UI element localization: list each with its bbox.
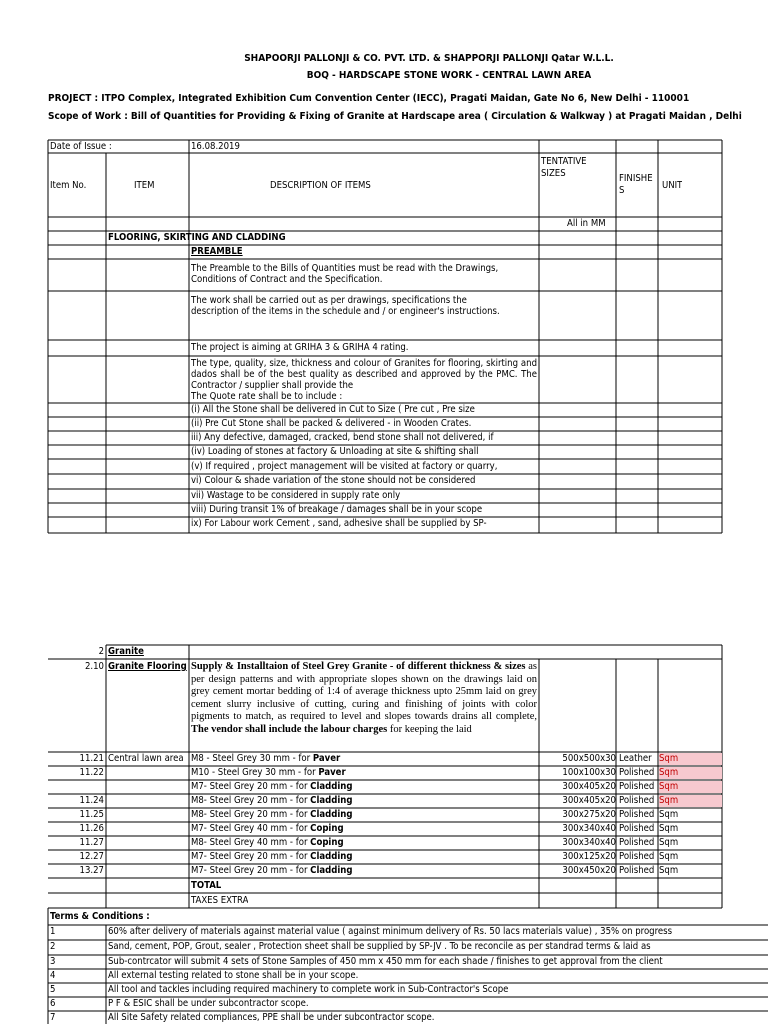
quote-rule: (i) All the Stone shall be delivered in Cut to Size ( Pre cut , Pre size	[191, 404, 475, 415]
date-label: Date of Issue :	[50, 141, 112, 152]
col-finishes: FINISHE S	[619, 173, 653, 196]
row-unit: Sqm	[659, 767, 722, 779]
quote-heading: The Quote rate shall be to include :	[191, 391, 537, 402]
row-description	[191, 753, 537, 764]
preamble-para-2: The work shall be carried out as per drawings, specifications the description of the items in the schedule and / or engineer's instructions.	[191, 295, 500, 317]
row-item-area: Central lawn area	[108, 753, 184, 764]
total-label: TOTAL	[191, 880, 222, 891]
description-bold-2: The vendor shall include the labour charges	[191, 723, 388, 735]
date-value: 16.08.2019	[191, 141, 240, 152]
row-finish: Polished	[619, 865, 655, 876]
quote-rule: vi) Colour & shade variation of the stone should not be considered	[191, 475, 476, 486]
row-description	[191, 837, 537, 848]
row-item-number: 11.24	[79, 795, 104, 806]
row-size: 300x405x20	[562, 795, 616, 806]
taxes-label: TAXES EXTRA	[191, 895, 249, 906]
term-text: P F & ESIC shall be under subcontractor scope.	[108, 998, 309, 1009]
quote-rule: iii) Any defective, damaged, cracked, bend stone shall not delivered, if	[191, 432, 494, 443]
description-bold: Supply & Installtaion of Steel Grey Granite - of different thickness & sizes	[191, 661, 526, 672]
row-item-number: 11.25	[79, 809, 104, 820]
row-item-number: 11.22	[79, 767, 104, 778]
terms-title: Terms & Conditions :	[50, 911, 150, 922]
row-description-use: Cladding	[310, 809, 353, 820]
row-size: 300x405x20	[562, 781, 616, 792]
preamble-para-4: The type, quality, size, thickness and colour of Granites for flooring, skirting and dados shall be of the best quality as described and approved by the PMC. The Contractor / supplier shall provide the	[191, 358, 537, 391]
row-size: 300x340x40	[562, 837, 616, 848]
row-unit: Sqm	[659, 865, 679, 876]
quote-rule: (v) If required , project management will be visited at factory or quarry,	[191, 461, 498, 472]
row-description-text: M8- Steel Grey 20 mm - for	[191, 809, 311, 820]
term-text: All tool and tackles including required machinery to complete work in Sub-Contractor's Scope	[108, 984, 509, 995]
row-finish: Polished	[619, 823, 655, 834]
row-item-number: 12.27	[79, 851, 104, 862]
row-item-number: 13.27	[79, 865, 104, 876]
row-description	[191, 795, 537, 806]
row-finish: Polished	[619, 781, 655, 792]
term-text: 60% after delivery of materials against material value ( against minimum delivery of Rs. 50 lacs materials value) , 35% on progress	[108, 926, 673, 937]
row-finish: Polished	[619, 795, 655, 806]
term-text: All external testing related to stone shall be in your scope.	[108, 970, 359, 981]
row-description-text: M8- Steel Grey 40 mm - for	[191, 837, 311, 848]
row-size: 100x100x30	[562, 767, 616, 778]
preamble-para-3: The project is aiming at GRIHA 3 & GRIHA 4 rating.	[191, 342, 409, 353]
term-number: 6	[50, 998, 56, 1009]
term-number: 4	[50, 970, 56, 981]
row-description	[191, 767, 537, 778]
row-unit: Sqm	[659, 837, 679, 848]
col-description: DESCRIPTION OF ITEMS	[270, 180, 371, 191]
term-number: 5	[50, 984, 56, 995]
row-description	[191, 851, 537, 862]
row-finish: Leather	[619, 753, 652, 764]
row-description-use: Cladding	[310, 865, 353, 876]
row-finish: Polished	[619, 837, 655, 848]
col-unit: UNIT	[662, 180, 683, 191]
row-description-use: Cladding	[310, 851, 353, 862]
row-description-text: M7- Steel Grey 20 mm - for	[191, 865, 311, 876]
quote-rule: ix) For Labour work Cement , sand, adhesive shall be supplied by SP-	[191, 518, 487, 529]
row-description-text: M7- Steel Grey 20 mm - for	[191, 851, 311, 862]
preamble-para-1: The Preamble to the Bills of Quantities must be read with the Drawings, Conditions of Contract and the Specification.	[191, 263, 499, 285]
row-unit: Sqm	[659, 851, 679, 862]
project-line: PROJECT : ITPO Complex, Integrated Exhibition Cum Convention Center (IECC), Pragati Maidan, Gate No 6, New Delhi - 110001	[48, 93, 690, 104]
row-unit: Sqm	[659, 823, 679, 834]
row-description-use: Cladding	[310, 795, 353, 806]
description-text: as per design patterns and with appropriate slopes shown on the drawings laid on grey cement mortar bedding of 1:4 of average thickness upto 25mm laid on grey cement slurry inclusive of cutting, curing and finishing of joints with color pigments to match, as required to level and slopes towards drains all complete,	[191, 661, 537, 723]
row-size: 300x340x40	[562, 823, 616, 834]
item-name: Granite Flooring	[108, 661, 187, 672]
section-number: 2	[98, 646, 104, 657]
row-size: 300x125x20	[562, 851, 616, 862]
all-in-mm: All in MM	[567, 218, 606, 229]
row-description-text: M10 - Steel Grey 30 mm - for	[191, 767, 319, 778]
row-description-text: M8 - Steel Grey 30 mm - for	[191, 753, 313, 764]
term-text: All Site Safety related compliances, PPE shall be under subcontractor scope.	[108, 1012, 435, 1023]
row-description-use: Coping	[310, 837, 344, 848]
row-item-number: 11.27	[79, 837, 104, 848]
company-name: SHAPOORJI PALLONJI & CO. PVT. LTD. & SHAPPORJI PALLONJI Qatar W.L.L.	[244, 53, 614, 64]
quote-rule: (iv) Loading of stones at factory & Unloading at site & shifting shall	[191, 446, 479, 457]
row-description-text: M7- Steel Grey 20 mm - for	[191, 781, 311, 792]
row-description	[191, 865, 537, 876]
row-description-use: Cladding	[310, 781, 353, 792]
item-description	[191, 661, 537, 751]
item-number: 2.10	[84, 661, 104, 672]
term-number: 1	[50, 926, 56, 937]
row-size: 500x500x30	[562, 753, 616, 764]
row-finish: Polished	[619, 851, 655, 862]
row-description	[191, 781, 537, 792]
row-item-number: 11.26	[79, 823, 104, 834]
term-text: Sub-contrcator will submit 4 sets of Stone Samples of 450 mm x 450 mm for each shade / finishes to get approval from the client	[108, 956, 663, 967]
col-item-no: Item No.	[50, 180, 87, 191]
row-description	[191, 823, 537, 834]
sheet-title: BOQ - HARDSCAPE STONE WORK - CENTRAL LAWN AREA	[306, 70, 592, 81]
quote-rule: vii) Wastage to be considered in supply rate only	[191, 490, 401, 501]
term-number: 2	[50, 941, 56, 952]
term-number: 7	[50, 1012, 56, 1023]
row-description-text: M7- Steel Grey 40 mm - for	[191, 823, 311, 834]
row-finish: Polished	[619, 767, 655, 778]
section-heading: FLOORING, SKIRTING AND CLADDING	[108, 232, 286, 243]
row-unit: Sqm	[659, 753, 722, 765]
scope-line: Scope of Work : Bill of Quantities for Providing & Fixing of Granite at Hardscape area ( Circulation & Walkway ) at Pragati Maidan , Delhi	[48, 111, 742, 122]
row-item-number: 11.21	[79, 753, 104, 764]
row-description-text: M8- Steel Grey 20 mm - for	[191, 795, 311, 806]
row-unit: Sqm	[659, 809, 679, 820]
row-finish: Polished	[619, 809, 655, 820]
row-unit: Sqm	[659, 795, 722, 807]
quote-rule: (ii) Pre Cut Stone shall be packed & delivered - in Wooden Crates.	[191, 418, 472, 429]
quote-rule: viii) During transit 1% of breakage / damages shall be in your scope	[191, 504, 483, 515]
preamble-heading: PREAMBLE	[191, 246, 243, 257]
row-unit: Sqm	[659, 781, 722, 793]
section-name: Granite	[108, 646, 144, 657]
col-tentative-sizes: TENTATIVE SIZES	[541, 156, 587, 179]
term-text: Sand, cement, POP, Grout, sealer , Protection sheet shall be supplied by SP-JV . To be reconcile as per standrad terms & laid as	[108, 941, 651, 952]
term-number: 3	[50, 956, 56, 967]
description-tail: for keeping the laid	[387, 723, 472, 735]
row-description-use: Coping	[310, 823, 344, 834]
row-description-use: Paver	[318, 767, 346, 778]
row-size: 300x275x20	[562, 809, 616, 820]
row-description-use: Paver	[312, 753, 341, 764]
row-description	[191, 809, 537, 820]
col-item: ITEM	[134, 180, 155, 191]
row-size: 300x450x20	[562, 865, 616, 876]
